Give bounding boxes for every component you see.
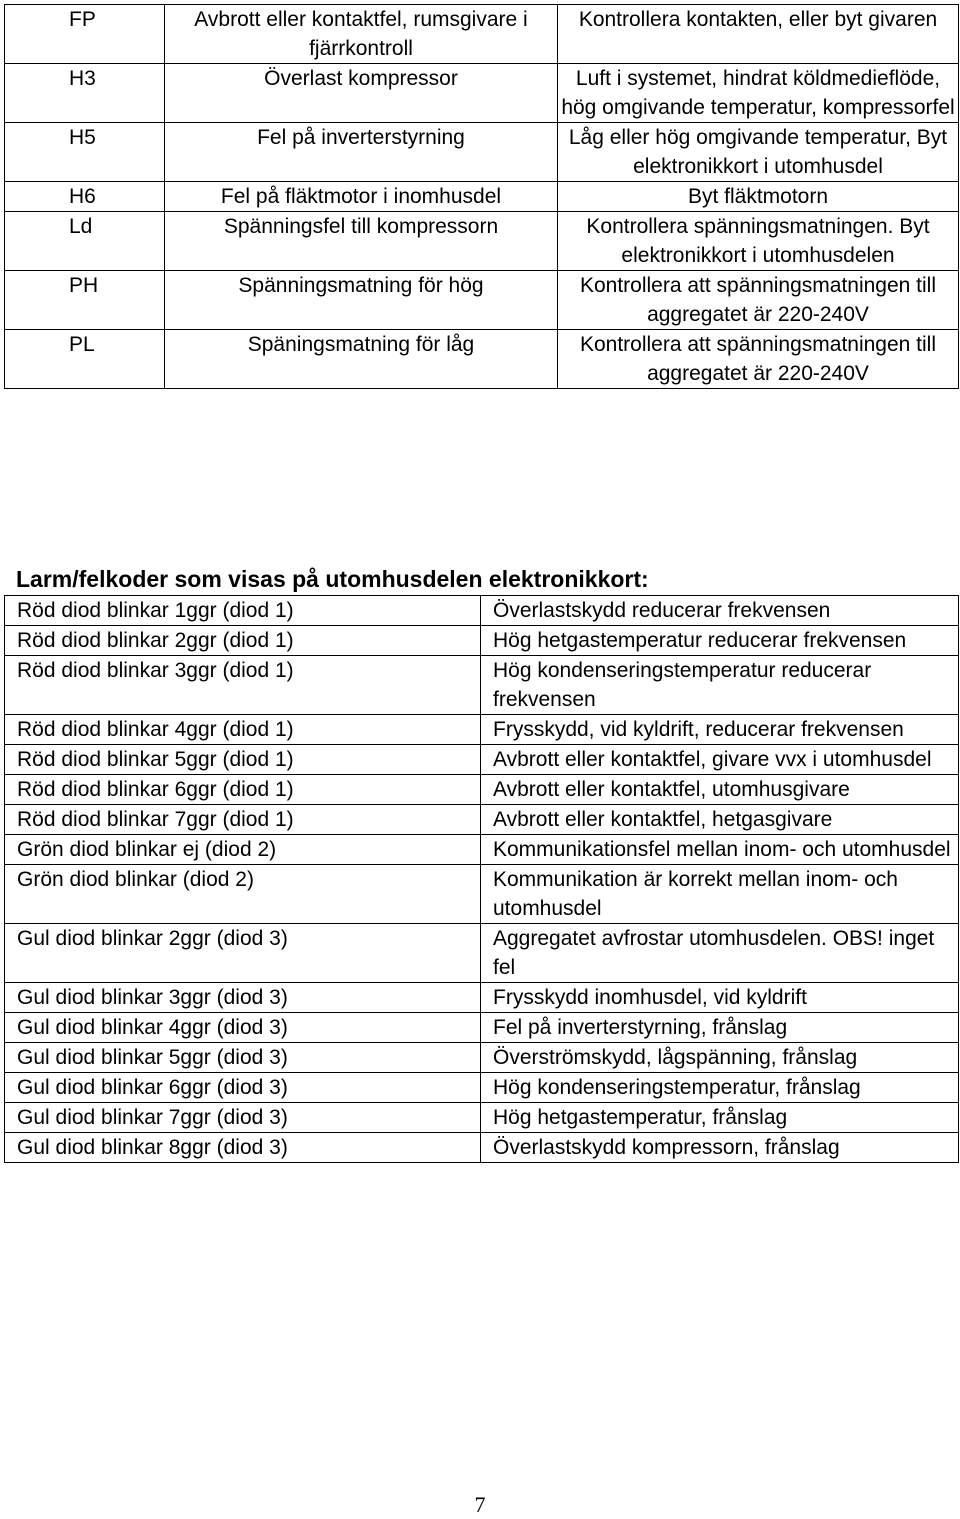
fault-description-cell: Späningsmatning för låg [165,330,558,389]
led-meaning-cell: Avbrott eller kontaktfel, utomhusgivare [481,775,959,805]
led-signal-cell: Röd diod blinkar 1ggr (diod 1) [5,596,481,626]
error-code-cell: PL [5,330,165,389]
action-cell: Kontrollera spänningsmatningen. Byt elektronikkort i utomhusdelen [558,212,959,271]
led-meaning-cell: Överlastskydd kompressorn, frånslag [481,1133,959,1163]
led-signal-cell: Röd diod blinkar 4ggr (diod 1) [5,715,481,745]
table-row [5,1073,959,1103]
led-signal-cell: Gul diod blinkar 6ggr (diod 3) [5,1073,481,1103]
error-code-cell: H5 [5,123,165,182]
led-signal-cell: Gul diod blinkar 8ggr (diod 3) [5,1133,481,1163]
led-meaning-cell: Fel på inverterstyrning, frånslag [481,1013,959,1043]
section-heading: Larm/felkoder som visas på utomhusdelen elektronikkort: [16,566,649,592]
led-signal-cell: Grön diod blinkar ej (diod 2) [5,835,481,865]
led-codes-table-body [5,596,959,1163]
led-meaning-cell: Hög kondenseringstemperatur reducerar frekvensen [481,656,959,715]
led-signal-cell: Grön diod blinkar (diod 2) [5,865,481,924]
led-signal-cell: Röd diod blinkar 5ggr (diod 1) [5,745,481,775]
led-meaning-cell: Frysskydd, vid kyldrift, reducerar frekvensen [481,715,959,745]
led-signal-cell: Gul diod blinkar 4ggr (diod 3) [5,1013,481,1043]
led-signal-cell: Gul diod blinkar 5ggr (diod 3) [5,1043,481,1073]
table-row [5,123,959,182]
led-meaning-cell: Avbrott eller kontaktfel, hetgasgivare [481,805,959,835]
table-row [5,1013,959,1043]
led-signal-cell: Röd diod blinkar 2ggr (diod 1) [5,626,481,656]
fault-description-cell: Spänningsfel till kompressorn [165,212,558,271]
fault-description-cell: Fel på fläktmotor i inomhusdel [165,182,558,212]
fault-description-cell: Fel på inverterstyrning [165,123,558,182]
led-meaning-cell: Kommunikationsfel mellan inom- och utomhusdel [481,835,959,865]
table-row [5,865,959,924]
led-meaning-cell: Hög kondenseringstemperatur, frånslag [481,1073,959,1103]
error-code-cell: H3 [5,64,165,123]
table-row [5,835,959,865]
table-row [5,715,959,745]
table-row [5,5,959,64]
error-code-cell: FP [5,5,165,64]
table-row [5,745,959,775]
table-row [5,596,959,626]
action-cell: Kontrollera att spänningsmatningen till aggregatet är 220-240V [558,330,959,389]
led-meaning-cell: Hög hetgastemperatur reducerar frekvensen [481,626,959,656]
table-row [5,64,959,123]
fault-description-cell: Avbrott eller kontaktfel, rumsgivare i fjärrkontroll [165,5,558,64]
led-signal-cell: Gul diod blinkar 7ggr (diod 3) [5,1103,481,1133]
led-meaning-cell: Frysskydd inomhusdel, vid kyldrift [481,983,959,1013]
table-row [5,182,959,212]
table-row [5,1103,959,1133]
led-signal-cell: Gul diod blinkar 2ggr (diod 3) [5,924,481,983]
table-row [5,656,959,715]
error-code-cell: PH [5,271,165,330]
error-code-cell: Ld [5,212,165,271]
error-code-cell: H6 [5,182,165,212]
fault-description-cell: Spänningsmatning för hög [165,271,558,330]
table-row [5,805,959,835]
table-row [5,212,959,271]
led-meaning-cell: Överlastskydd reducerar frekvensen [481,596,959,626]
error-codes-table-body [5,5,959,389]
table-row [5,626,959,656]
table-row [5,983,959,1013]
fault-description-cell: Överlast kompressor [165,64,558,123]
led-meaning-cell: Avbrott eller kontaktfel, givare vvx i utomhusdel [481,745,959,775]
action-cell: Kontrollera kontakten, eller byt givaren [558,5,959,64]
action-cell: Kontrollera att spänningsmatningen till aggregatet är 220-240V [558,271,959,330]
led-codes-table [4,595,959,1163]
led-meaning-cell: Överströmskydd, lågspänning, frånslag [481,1043,959,1073]
action-cell: Luft i systemet, hindrat köldmedieflöde, hög omgivande temperatur, kompressorfel [558,64,959,123]
action-cell: Byt fläktmotorn [558,182,959,212]
action-cell: Låg eller hög omgivande temperatur, Byt elektronikkort i utomhusdel [558,123,959,182]
table-row [5,924,959,983]
led-signal-cell: Röd diod blinkar 7ggr (diod 1) [5,805,481,835]
table-row [5,330,959,389]
page-number: 7 [474,1492,486,1517]
table-row [5,1133,959,1163]
led-signal-cell: Gul diod blinkar 3ggr (diod 3) [5,983,481,1013]
error-codes-table [4,4,959,389]
led-meaning-cell: Hög hetgastemperatur, frånslag [481,1103,959,1133]
table-row [5,775,959,805]
led-meaning-cell: Aggregatet avfrostar utomhusdelen. OBS! inget fel [481,924,959,983]
table-row [5,271,959,330]
led-signal-cell: Röd diod blinkar 6ggr (diod 1) [5,775,481,805]
led-meaning-cell: Kommunikation är korrekt mellan inom- och utomhusdel [481,865,959,924]
table-row [5,1043,959,1073]
led-signal-cell: Röd diod blinkar 3ggr (diod 1) [5,656,481,715]
